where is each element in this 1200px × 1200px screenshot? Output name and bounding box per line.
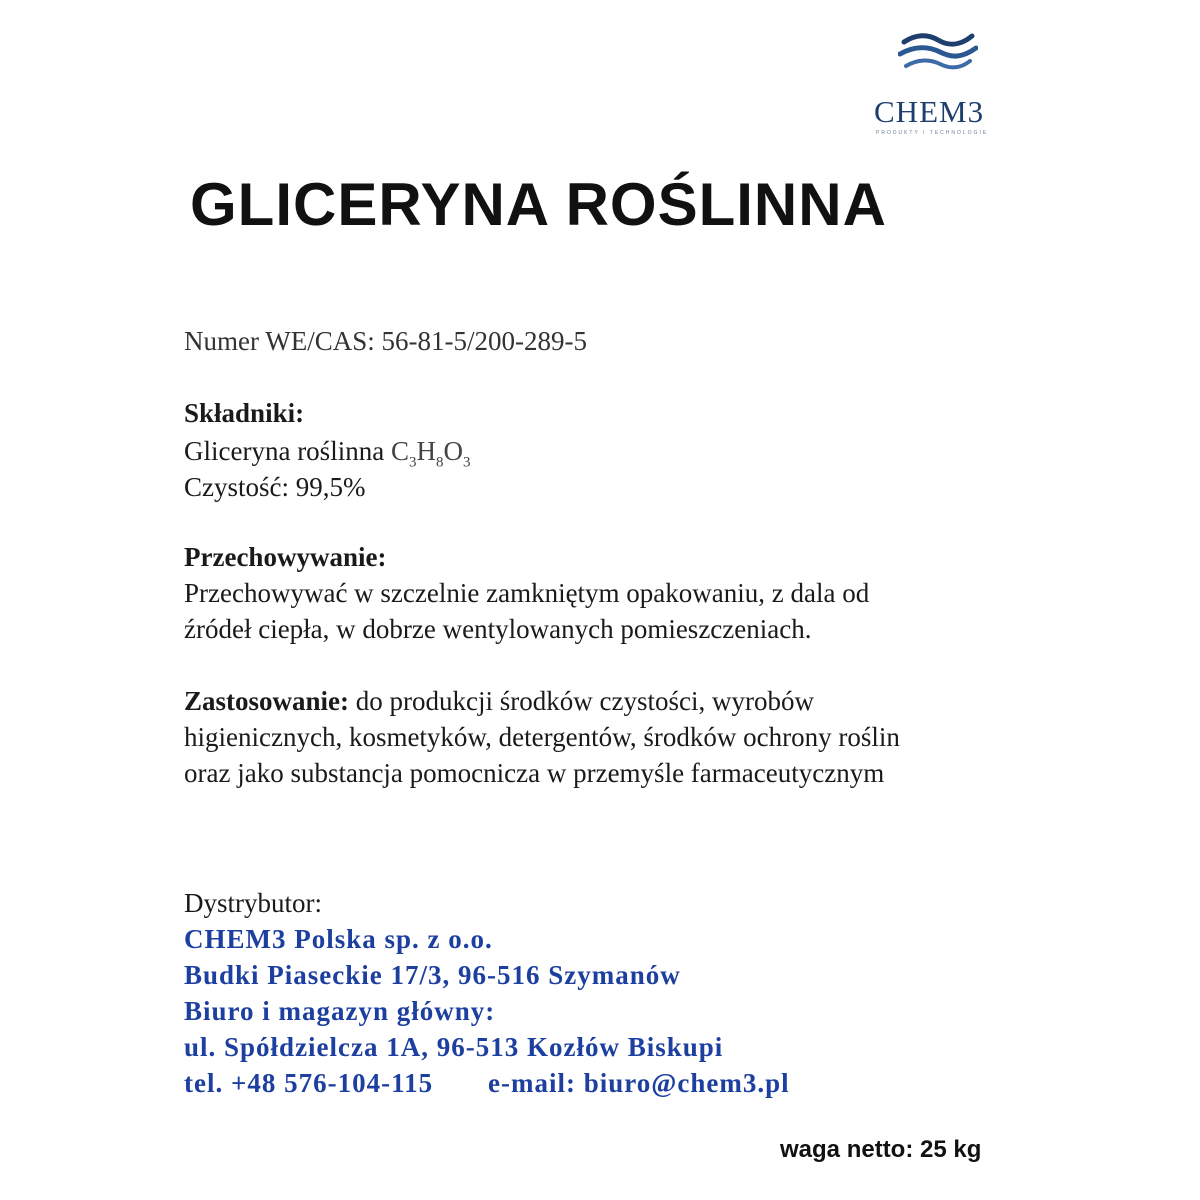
distributor-phone: tel. +48 576-104-115 [184, 1068, 434, 1098]
storage-line-1: Przechowywać w szczelnie zamkniętym opakowaniu, z dala od [184, 578, 870, 608]
office-label: Biuro i magazyn główny: [184, 996, 496, 1026]
product-title: GLICERYNA ROŚLINNA [190, 171, 887, 238]
purity: Czystość: 99,5% [184, 472, 366, 502]
logo-tagline: PRODUKTY I TECHNOLOGIE [876, 130, 989, 136]
wave-icon [898, 28, 978, 76]
storage-heading: Przechowywanie: [184, 542, 387, 572]
cas-number: Numer WE/CAS: 56-81-5/200-289-5 [184, 326, 587, 356]
net-weight: waga netto: 25 kg [780, 1136, 982, 1163]
distributor-label: Dystrybutor: [184, 888, 322, 918]
usage-text-1: do produkcji środków czystości, wyrobów [349, 686, 814, 716]
storage-line-2: źródeł ciepła, w dobrze wentylowanych pomieszczeniach. [184, 614, 812, 644]
logo-brand-name: CHEM3 [874, 94, 985, 129]
distributor-email: e-mail: biuro@chem3.pl [488, 1068, 790, 1098]
ingredient-line [184, 436, 470, 471]
distributor-address: Budki Piaseckie 17/3, 96-516 Szymanów [184, 960, 681, 990]
usage-heading: Zastosowanie: [184, 686, 350, 716]
usage-line-1 [184, 686, 814, 717]
usage-line-2: higienicznych, kosmetyków, detergentów, środków ochrony roślin [184, 722, 900, 752]
usage-line-3: oraz jako substancja pomocnicza w przemyśle farmaceutycznym [184, 758, 885, 788]
office-address: ul. Spółdzielcza 1A, 96-513 Kozłów Biskupi [184, 1032, 724, 1062]
ingredient-name: Gliceryna roślinna [184, 436, 385, 466]
chemical-formula: $C_3H_8O_3$ [390, 436, 471, 471]
brand-logo [868, 28, 1008, 136]
distributor-company: CHEM3 Polska sp. z o.o. [184, 924, 493, 954]
ingredients-heading: Składniki: [184, 398, 305, 428]
